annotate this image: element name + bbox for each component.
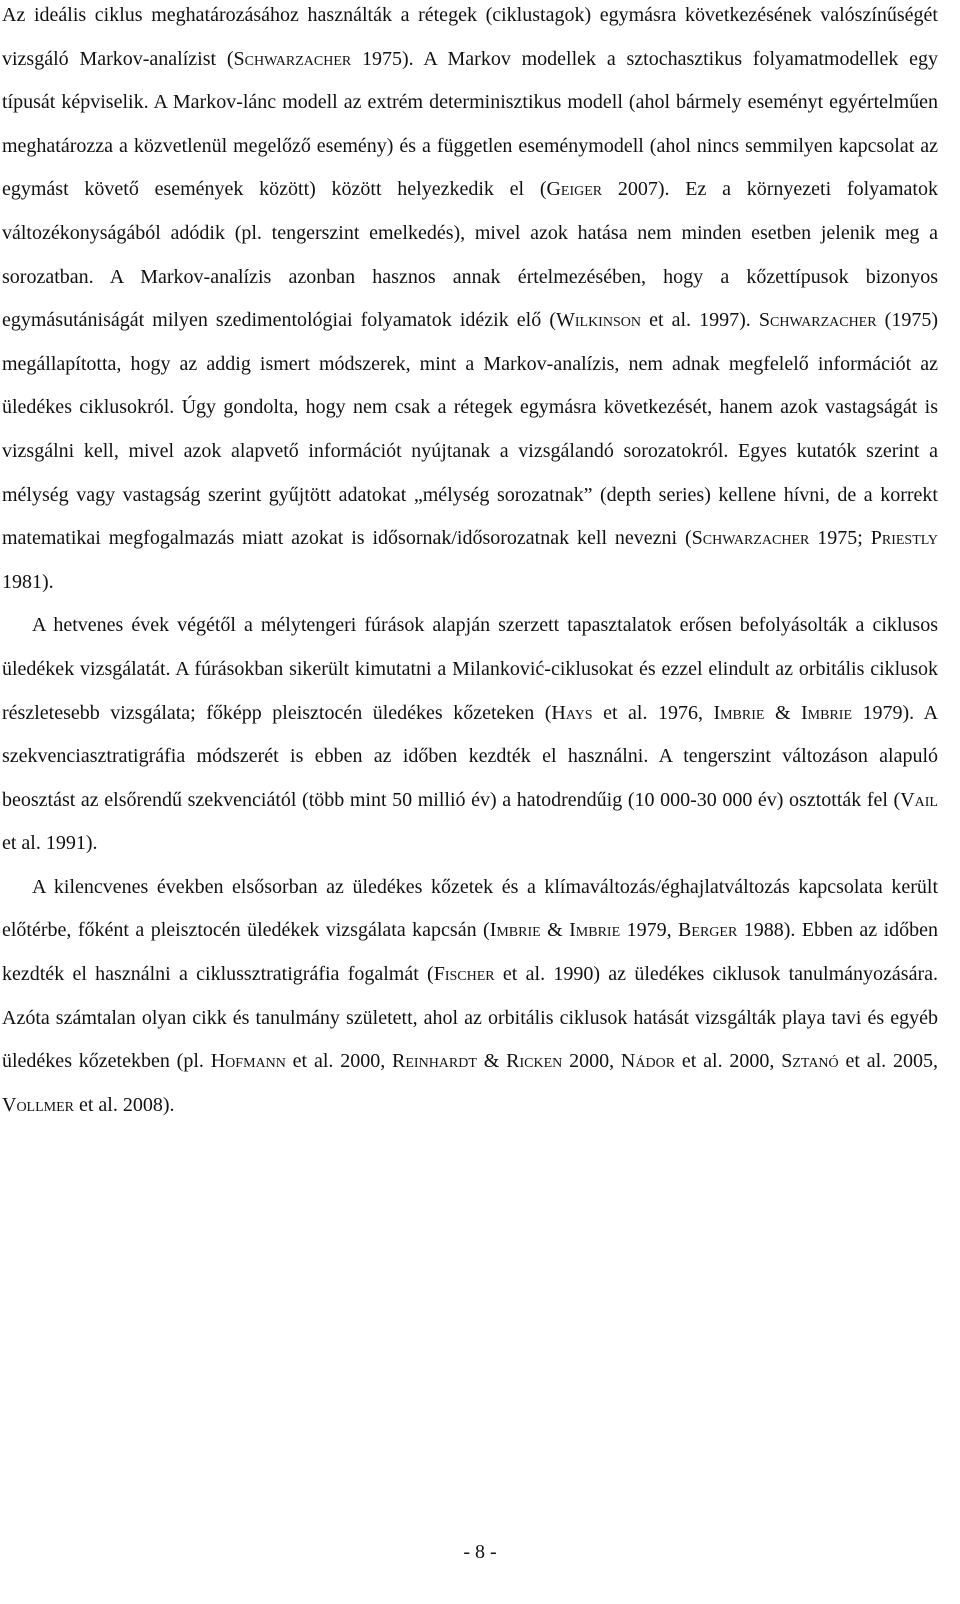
author-name: Imbrie	[713, 701, 765, 724]
author-name: Priestly	[870, 527, 939, 550]
author-name: Sztanó	[781, 1050, 839, 1073]
author-name: Schwarzacher	[758, 309, 877, 332]
paragraph-2: A hetvenes évek végétől a mélytengeri fúrások alapján szerzett tapasztalatok erősen befolyásolták a ciklusos üledékek vizsgálatát. A fúrásokban sikerült kimutatni a Milanković-ciklusokat és ezzel elindult az orbitális ciklusok részletesebb vizsgálata; főképp pleisztocén üledékes kőzeteken (Hays et al. 1976, Imbrie & Imbrie 1979). A szekvenciasztratigráfia módszerét is ebben az időben kezdték el használni. A tengerszint változáson alapuló beosztást az elsőrendű szekvenciától (több mint 50 millió év) a hatodrendűig (10 000-30 000 év) osztották fel (Vail et al. 1991).	[2, 614, 939, 855]
author-name: Wilkinson	[555, 309, 641, 332]
author-name: Imbrie	[489, 919, 541, 942]
author-name: Geiger	[546, 178, 603, 201]
author-name: Hofmann	[210, 1050, 286, 1073]
author-name: Schwarzacher	[691, 527, 810, 550]
author-name: Ricken	[506, 1050, 563, 1073]
paragraph-1: Az ideális ciklus meghatározásához használták a rétegek (ciklustagok) egymásra következésének valószínűségét vizsgáló Markov-analízist (Schwarzacher 1975). A Markov modellek a sztochasztikus folyamatmodellek egy típusát képviselik. A Markov-lánc modell az extrém determinisztikus modell (ahol bármely eseményt egyértelműen meghatározza a közvetlenül megelőző esemény) és a független eseménymodell (ahol nincs semmilyen kapcsolat az egymást követő események között) között helyezkedik el (Geiger 2007). Ez a környezeti folyamatok változékonyságából adódik (pl. tengerszint emelkedés), mivel azok hatása nem minden esetben jelenik meg a sorozatban. A Markov-analízis azonban hasznos annak értelmezésében, hogy a kőzettípusok bizonyos egymásutániságát milyen szedimentológiai folyamatok idézik elő (Wilkinson et al. 1997). Schwarzacher (1975) megállapította, hogy az addig ismert módszerek, mint a Markov-analízis, nem adnak megfelelő információt az üledékes ciklusokról. Úgy gondolta, hogy nem csak a rétegek egymásra következését, hanem azok vastagságát is vizsgálni kell, mivel azok alapvető információt nyújtanak a vizsgálandó sorozatokról. Egyes kutatók szerint a mélység vagy vastagság szerint gyűjtött adatokat „mélység sorozatnak” (depth series) kellene hívni, de a korrekt matematikai megfogalmazás miatt azokat is idősornak/idősorozatnak kell nevezni (Schwarzacher 1975; Priestly 1981).	[2, 4, 939, 593]
author-name: Vail	[900, 788, 938, 811]
author-name: Hays	[551, 701, 593, 724]
page-number: - 8 -	[463, 1541, 497, 1563]
author-name: Vollmer	[2, 1093, 74, 1116]
author-name: Fischer	[433, 963, 495, 986]
body-text	[2, 0, 938, 1127]
author-name: Reinhardt	[392, 1050, 477, 1073]
author-name: Nádor	[620, 1050, 676, 1073]
author-name: Berger	[678, 919, 738, 942]
author-name: Imbrie	[801, 701, 853, 724]
author-name: Imbrie	[569, 919, 621, 942]
author-name: Schwarzacher	[233, 47, 352, 70]
paragraph-3: A kilencvenes években elsősorban az üledékes kőzetek és a klímaváltozás/éghajlatváltozás kapcsolata került előtérbe, főként a pleisztocén üledékek vizsgálata kapcsán (Imbrie & Imbrie 1979, Berger 1988). Ebben az időben kezdték el használni a ciklussztratigráfia fogalmát (Fischer et al. 1990) az üledékes ciklusok tanulmányozására. Azóta számtalan olyan cikk és tanulmány született, ahol az orbitális ciklusok hatását vizsgálták playa tavi és egyéb üledékes kőzetekben (pl. Hofmann et al. 2000, Reinhardt & Ricken 2000, Nádor et al. 2000, Sztanó et al. 2005, Vollmer et al. 2008).	[2, 875, 939, 1116]
